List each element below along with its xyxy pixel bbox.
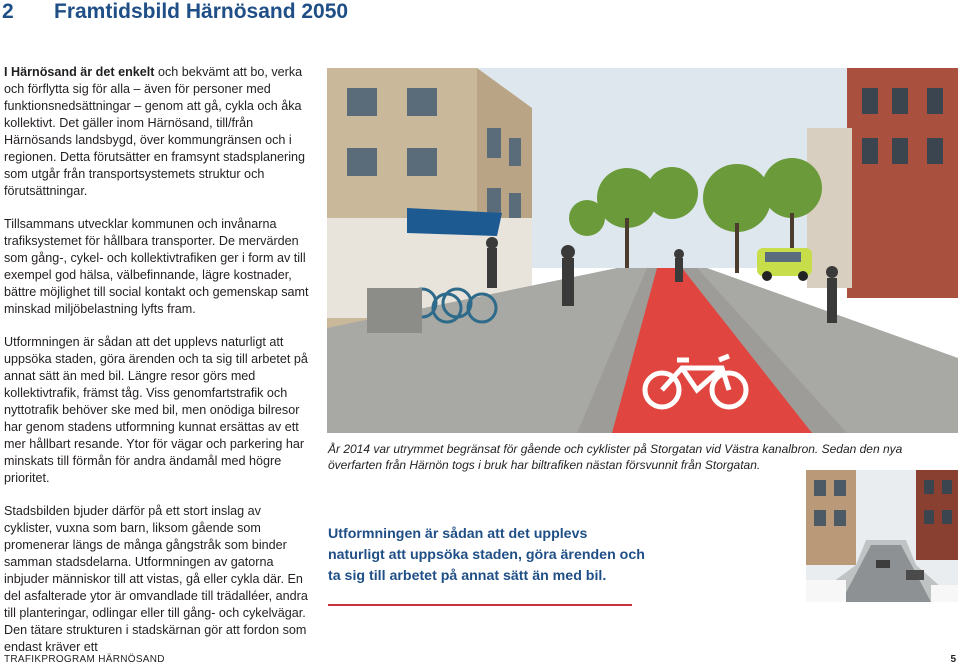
pull-quote: Utformningen är sådan att det upplevs naturligt att uppsöka staden, göra ärenden och ta sig till arbetet på annat sätt än med bil. [328, 526, 645, 584]
quote-underline [328, 604, 632, 606]
winter-street-photo [806, 470, 958, 602]
photo-caption: År 2014 var utrymmet begränsat för gående och cyklister på Storgatan vid Västra kanalbron. Sedan den nya överfarten från Härnön togs i bruk har biltrafiken nästan försvunnit från Storgatan. [328, 442, 903, 472]
body-text-column [4, 64, 310, 672]
paragraph-4: Stadsbilden bjuder därför på ett stort inslag av cyklister, vuxna som barn, liksom gående som promenerar längs de många gångstråk som binder samman stadsdelarna. Utformningen av gatorna inbjuder människor till att vistas, gå eller cykla där. En del asfalterade ytor är omvandlade till trädalléer, andra till planteringar, odlingar eller till gång- och cykelvägar. Den tätare strukturen i stadskärnan gör att fordon som endast kräver ett [4, 504, 308, 654]
paragraph-2: Tillsammans utvecklar kommunen och invånarna trafiksystemet för hållbara transporter. De mervärden som gång-, cykel- och kollektivtrafiken ger i form av till exempel god hälsa, välbefinnande, lägre kostnader, bättre möjlighet till social kontakt och gemenskap samt minskad miljöbelastning lyfts fram. [4, 217, 309, 316]
paragraph-3: Utformningen är sådan att det upplevs naturligt att uppsöka staden, göra ärenden och ta sig till arbetet på annat sätt än med bil. Längre resor görs med kollektivtrafik, främst tåg. Viss genomfartstrafik och nyttotrafik behöver ske med bil, men onödiga bilresor har genom stadens utformning kunnat ersättas av ett mer hållbart resande. Ytor för vägar och parkering har minskats till förmån för andra ändamål med högre prioritet. [4, 335, 308, 485]
lead-in: I Härnösand är det enkelt [4, 65, 155, 79]
chapter-header [0, 0, 348, 24]
footer-title: TRAFIKPROGRAM HÄRNÖSAND [4, 654, 165, 665]
page-number: 5 [950, 654, 956, 665]
paragraph-1 [4, 64, 310, 200]
paragraph-1-text: och bekvämt att bo, verka och förflytta sig för alla – även för personer med funktionsnedsättningar – genom att gå, cykla och åka kollektivt. Det gäller inom Härnösand, till/från Härnösands landsbygd, över kommungränsen och i regionen. Detta förutsätter en framsynt stadsplanering som utgår från transportsystemets struktur och förutsättningar. [4, 65, 306, 198]
street-visualization-photo [327, 68, 958, 433]
chapter-title: Framtidsbild Härnösand 2050 [54, 0, 349, 23]
chapter-number: 2 [2, 0, 14, 23]
